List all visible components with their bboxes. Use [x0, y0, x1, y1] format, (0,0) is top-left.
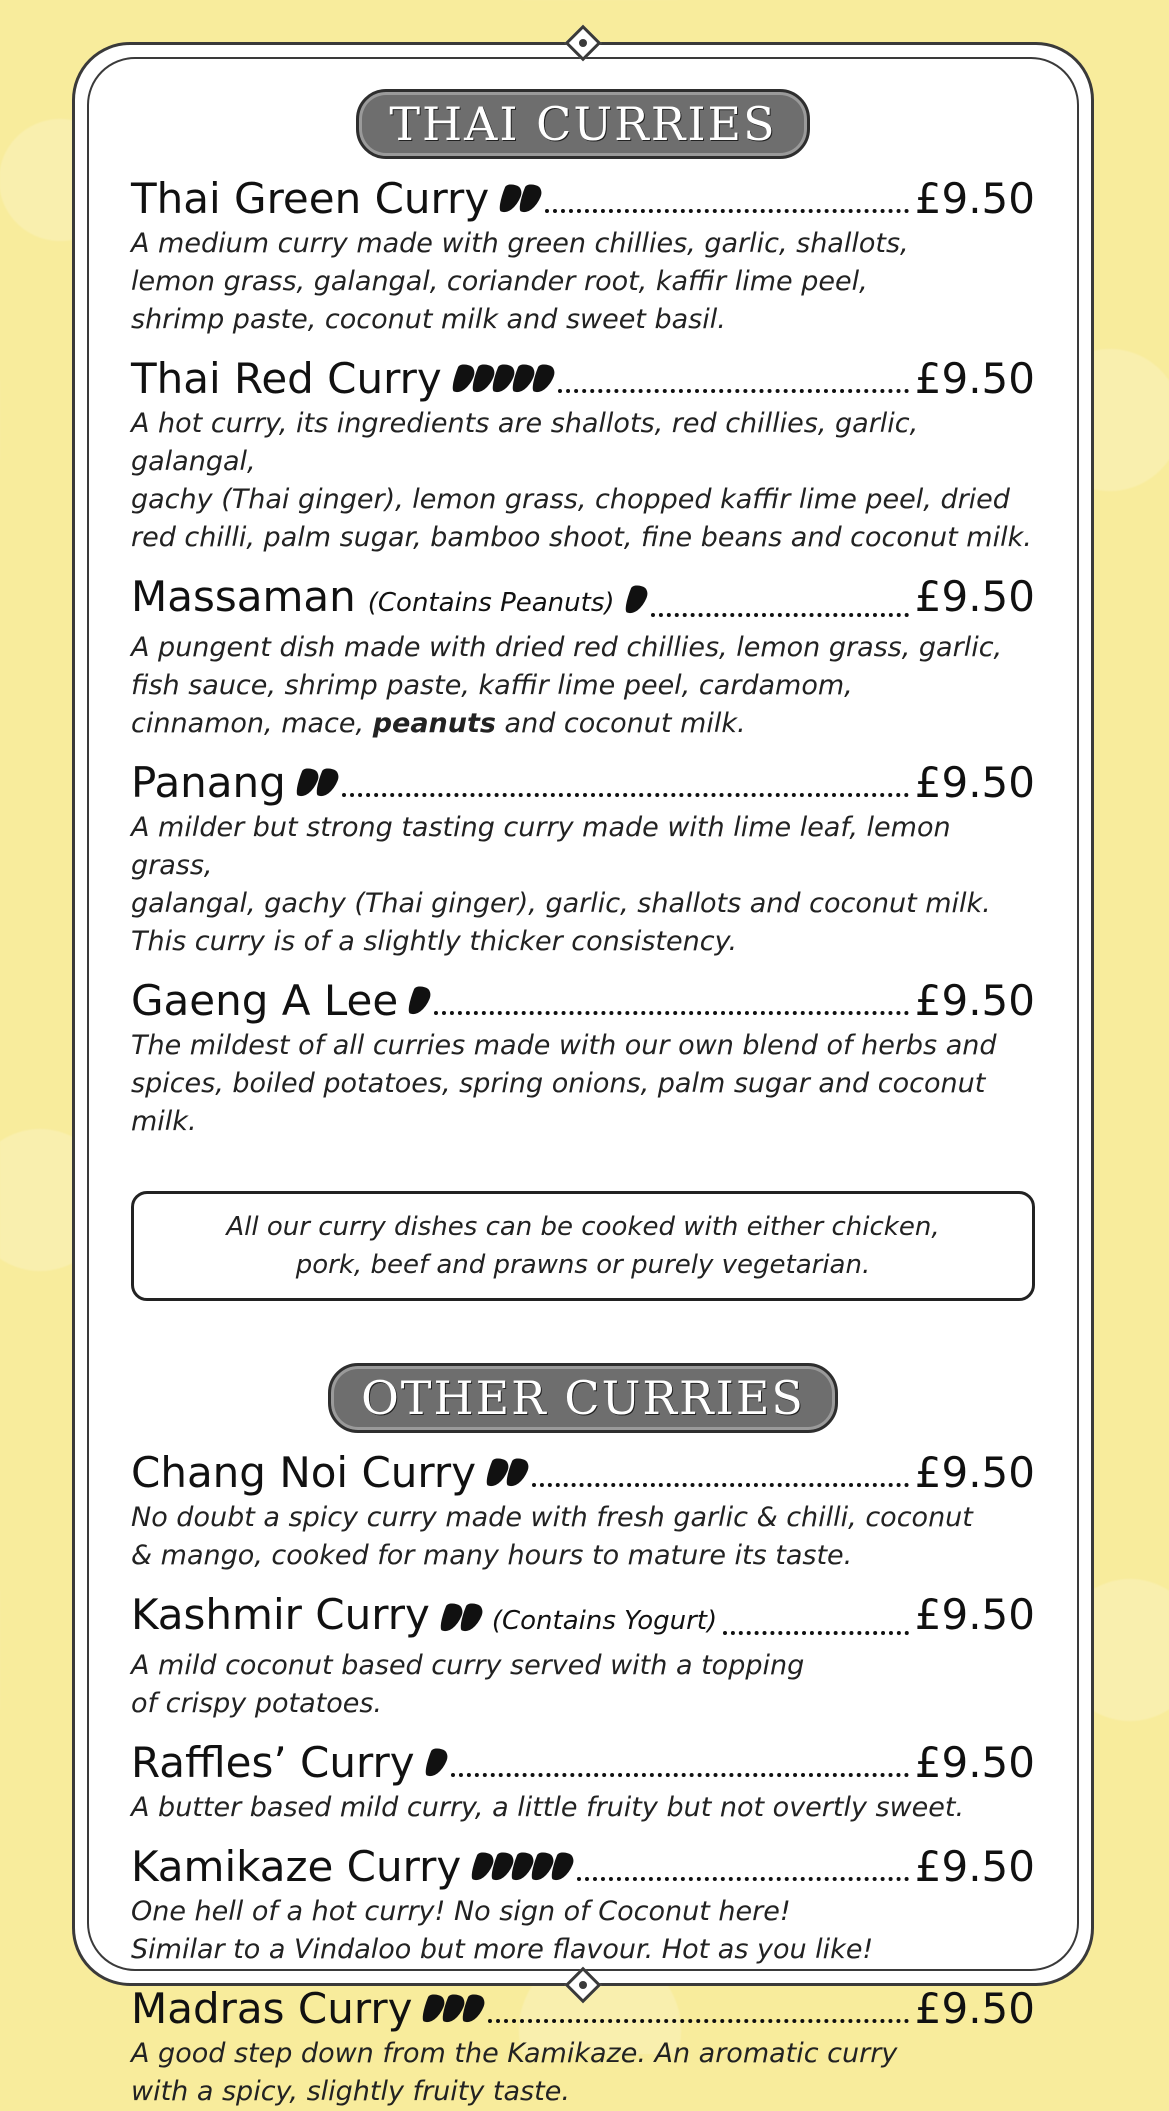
description-line: fish sauce, shrimp paste, kaffir lime peel, cardamom, [131, 670, 853, 701]
menu-item-head [131, 1447, 1035, 1499]
chilli-rating [473, 1852, 571, 1882]
menu-item [131, 1589, 1035, 1723]
item-name: Thai Green Curry [131, 174, 490, 223]
menu-item-head [131, 975, 1035, 1027]
menu-item-head [131, 1589, 1035, 1647]
dot-leader [488, 2019, 908, 2023]
description-line: A pungent dish made with dried red chillies, lemon grass, garlic, [131, 632, 1003, 663]
description-line: of crispy potatoes. [131, 1688, 382, 1719]
dot-leader [558, 389, 909, 393]
menu-item [131, 571, 1035, 743]
item-description [131, 1647, 1035, 1723]
dot-leader [532, 1483, 909, 1487]
menu-item [131, 1737, 1035, 1827]
item-name: Raffles’ Curry [131, 1738, 415, 1787]
menu-item-head [131, 1737, 1035, 1789]
item-name: Massaman [131, 572, 356, 621]
chilli-rating [488, 1458, 526, 1488]
chilli-icon [548, 1850, 576, 1885]
description-line: The mildest of all curries made with our own blend of herbs and [131, 1030, 997, 1061]
item-name: Kamikaze Curry [131, 1842, 462, 1891]
item-name: Gaeng A Lee [131, 976, 399, 1025]
description-line: No doubt a spicy curry made with fresh garlic & chilli, coconut [131, 1502, 973, 1533]
item-name: Chang Noi Curry [131, 1448, 477, 1497]
description-text: cinnamon, mace, [131, 708, 373, 739]
description-line: One hell of a hot curry! No sign of Coconut here! [131, 1896, 791, 1927]
description-line: lemon grass, galangal, coriander root, kaffir lime peel, [131, 266, 868, 297]
dot-leader [342, 793, 909, 797]
menu-item-head [131, 173, 1035, 225]
dot-leader [545, 209, 909, 213]
dot-leader [577, 1877, 908, 1881]
item-description [131, 225, 1035, 339]
dot-leader [651, 613, 909, 617]
dot-leader [451, 1773, 909, 1777]
menu-content [131, 89, 1035, 2111]
item-description [131, 2035, 1035, 2111]
chilli-icon [460, 1992, 488, 2027]
item-price: £9.50 [914, 1448, 1035, 1497]
notice-line: pork, beef and prawns or purely vegetarian. [295, 1250, 871, 1280]
description-line: gachy (Thai ginger), lemon grass, chopped kaffir lime peel, dried [131, 484, 1010, 515]
menu-item [131, 757, 1035, 961]
item-description [131, 1789, 1035, 1827]
description-line: A good step down from the Kamikaze. An aromatic curry [131, 2038, 898, 2069]
menu-item-head [131, 353, 1035, 405]
menu-item-head [131, 571, 1035, 629]
chilli-rating [298, 768, 336, 798]
dot-leader [434, 1011, 909, 1015]
item-price: £9.50 [914, 758, 1035, 807]
item-description [131, 1027, 1035, 1141]
item-price: £9.50 [914, 976, 1035, 1025]
item-price: £9.50 [914, 1842, 1035, 1891]
item-name: Panang [131, 758, 286, 807]
description-line: spices, boiled potatoes, spring onions, palm sugar and coconut milk. [131, 1068, 986, 1137]
description-line [131, 705, 1035, 743]
menu-item-head [131, 1983, 1035, 2035]
chilli-icon [405, 984, 433, 1019]
description-text: and coconut milk. [495, 708, 746, 739]
item-description [131, 1499, 1035, 1575]
chilli-rating [424, 1994, 482, 2024]
allergen-note: (Contains Yogurt) [491, 1606, 718, 1636]
chilli-rating [442, 1603, 480, 1633]
description-line: red chilli, palm sugar, bamboo shoot, fine beans and coconut milk. [131, 522, 1032, 553]
dot-leader [723, 1631, 909, 1635]
description-line: A milder but strong tasting curry made with lime leaf, lemon grass, [131, 812, 951, 881]
section-heading-other-curries: OTHER CURRIES [328, 1363, 838, 1433]
chilli-icon [622, 583, 650, 618]
item-price: £9.50 [914, 1738, 1035, 1787]
chilli-icon [422, 1746, 450, 1781]
item-price: £9.50 [914, 354, 1035, 403]
chilli-rating [501, 184, 539, 214]
item-price: £9.50 [914, 1984, 1035, 2033]
chilli-icon [516, 182, 544, 217]
menu-item [131, 353, 1035, 557]
item-name: Madras Curry [131, 1984, 413, 2033]
description-line: Similar to a Vindaloo but more flavour. Hot as you like! [131, 1934, 874, 1965]
item-name: Kashmir Curry [131, 1590, 430, 1639]
description-line: shrimp paste, coconut milk and sweet basil. [131, 304, 726, 335]
description-line: A medium curry made with green chillies, garlic, shallots, [131, 228, 909, 259]
description-line: A butter based mild curry, a little fruity but not overtly sweet. [131, 1792, 965, 1823]
chilli-rating [454, 364, 552, 394]
item-name: Thai Red Curry [131, 354, 442, 403]
description-line: with a spicy, slightly fruity taste. [131, 2076, 570, 2107]
chilli-icon [503, 1456, 531, 1491]
allergen-highlight: peanuts [372, 708, 496, 739]
menu-item-head [131, 757, 1035, 809]
item-price: £9.50 [914, 1590, 1035, 1639]
item-description [131, 809, 1035, 961]
notice-line: All our curry dishes can be cooked with either chicken, [226, 1212, 940, 1242]
description-line: galangal, gachy (Thai ginger), garlic, shallots and coconut milk. [131, 888, 991, 919]
item-description [131, 629, 1035, 743]
dietary-notice-box [131, 1191, 1035, 1301]
allergen-note: (Contains Peanuts) [367, 588, 615, 618]
menu-item [131, 1447, 1035, 1575]
item-description [131, 1893, 1035, 1969]
menu-item [131, 173, 1035, 339]
menu-item [131, 1983, 1035, 2111]
chilli-rating [627, 585, 645, 615]
menu-item [131, 1841, 1035, 1969]
item-price: £9.50 [914, 174, 1035, 223]
item-price: £9.50 [914, 572, 1035, 621]
description-line: This curry is of a slightly thicker consistency. [131, 926, 738, 957]
section-heading-thai-curries: THAI CURRIES [356, 89, 809, 159]
menu-item [131, 975, 1035, 1141]
menu-item-head [131, 1841, 1035, 1893]
diamond-ornament-icon [565, 25, 602, 62]
thai-heading-wrap [131, 89, 1035, 159]
description-line: A hot curry, its ingredients are shallots, red chillies, garlic, galangal, [131, 408, 919, 477]
description-line: A mild coconut based curry served with a topping [131, 1650, 805, 1681]
item-description [131, 405, 1035, 557]
other-heading-wrap [131, 1363, 1035, 1433]
menu-card [72, 42, 1094, 2107]
chilli-rating [410, 986, 428, 1016]
chilli-rating [427, 1748, 445, 1778]
description-line: & mango, cooked for many hours to mature its taste. [131, 1540, 853, 1571]
